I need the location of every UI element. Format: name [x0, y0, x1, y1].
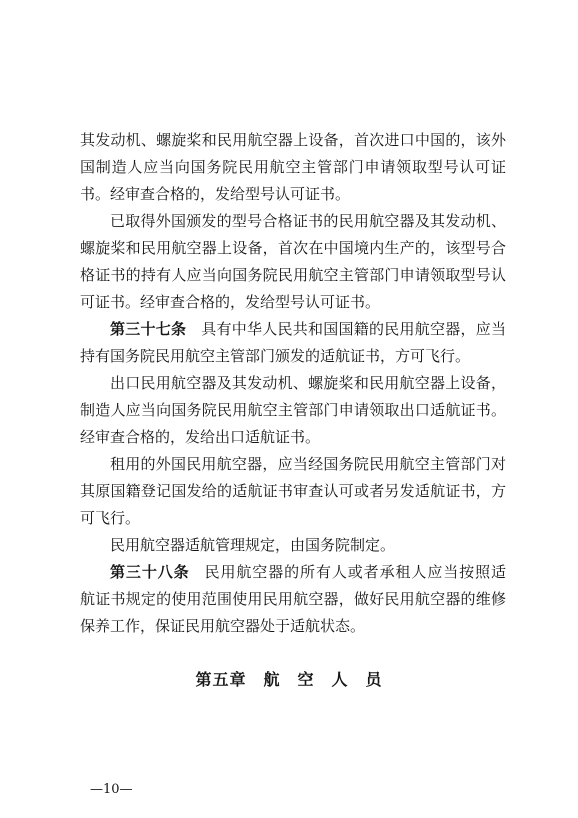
text-line	[80, 451, 506, 478]
paragraph	[80, 370, 506, 451]
text-line	[80, 127, 506, 154]
text-line	[80, 343, 506, 370]
text-line-content: 经审查合格的，发给出口适航证书。	[80, 428, 321, 446]
text-line-content: 可飞行。	[80, 509, 141, 527]
text-line-content: 制造人应当向国务院民用航空主管部门申请领取出口适航证书。	[80, 401, 506, 419]
text-line-content: 民用航空器的所有人或者承租人应当按照适	[204, 563, 506, 581]
text-line	[80, 478, 506, 505]
text-line-content: 航证书规定的使用范围使用民用航空器，做好民用航空器的维修	[80, 590, 506, 608]
text-line-content: 其原国籍登记国发给的适航证书审查认可或者另发适航证书，方	[80, 482, 506, 500]
page-number: —10—	[90, 782, 133, 797]
text-line	[80, 154, 506, 181]
chapter-heading: 第五章 航 空 人 员	[195, 670, 383, 689]
body-text	[80, 127, 506, 640]
text-line-content: 螺旋桨和民用航空器上设备，首次在中国境内生产的，该型号合	[80, 239, 506, 257]
article-number: 第三十七条	[110, 320, 187, 338]
text-line-content: 出口民用航空器及其发动机、螺旋桨和民用航空器上设备，	[110, 374, 506, 392]
text-line	[80, 424, 506, 451]
text-line-content: 已取得外国颁发的型号合格证书的民用航空器及其发动机、	[110, 212, 506, 230]
text-line-content: 民用航空器适航管理规定，由国务院制定。	[110, 536, 396, 554]
text-line-content: 格证书的持有人应当向国务院民用航空主管部门申请领取型号认	[80, 266, 506, 284]
text-line	[80, 559, 506, 586]
text-line	[80, 505, 506, 532]
text-line	[80, 397, 506, 424]
text-line-content: 保养工作，保证民用航空器处于适航状态。	[80, 617, 366, 635]
paragraph	[80, 532, 506, 559]
paragraph	[80, 208, 506, 316]
text-line	[80, 181, 506, 208]
paragraph	[80, 127, 506, 208]
text-line	[80, 235, 506, 262]
text-line	[80, 613, 506, 640]
text-line	[80, 586, 506, 613]
text-line-content: 持有国务院民用航空主管部门颁发的适航证书，方可飞行。	[80, 347, 471, 365]
text-line	[80, 262, 506, 289]
text-line-content: 可证书。经审查合格的，发给型号认可证书。	[80, 293, 381, 311]
text-line	[80, 289, 506, 316]
article-number: 第三十八条	[110, 563, 190, 581]
text-line-content: 租用的外国民用航空器，应当经国务院民用航空主管部门对	[110, 455, 506, 473]
paragraph	[80, 451, 506, 532]
text-line	[80, 208, 506, 235]
paragraph	[80, 559, 506, 640]
text-line-content: 具有中华人民共和国国籍的民用航空器，应当	[201, 320, 506, 338]
text-line-content: 书。经审查合格的，发给型号认可证书。	[80, 185, 351, 203]
paragraph	[80, 316, 506, 370]
text-line	[80, 316, 506, 343]
text-line	[80, 532, 506, 559]
text-line-content: 其发动机、螺旋桨和民用航空器上设备，首次进口中国的，该外	[80, 131, 506, 149]
text-line-content: 国制造人应当向国务院民用航空主管部门申请领取型号认可证	[80, 158, 506, 176]
text-line	[80, 370, 506, 397]
